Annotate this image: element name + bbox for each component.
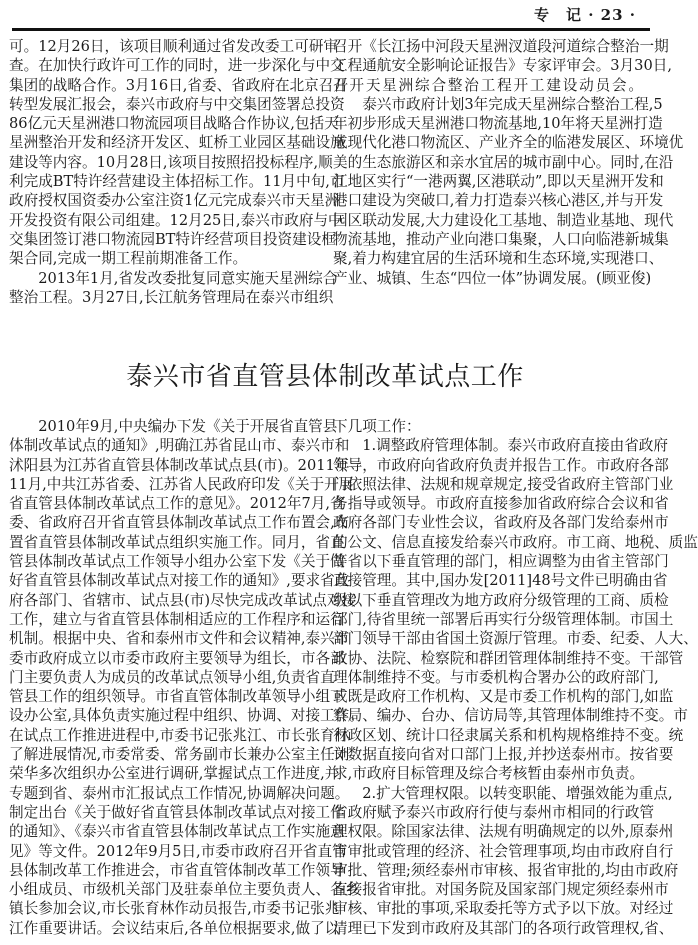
paragraph (333, 784, 679, 938)
paragraph (9, 37, 348, 269)
text-line: 建设等内容。10月28日,该项目按照招投标程序,顺 (9, 153, 333, 171)
text-line: 2.扩大管理权限。以转变职能、增强效能为重点, (362, 784, 673, 802)
text-line: 市审批或管理的经济、社会管理事项,均由市政府自行 (333, 842, 674, 860)
column-bottom-right (333, 417, 698, 938)
text-line: 审核、审批的事项,采取委托等方式予以下放。对经过 (333, 900, 674, 918)
text-line: 政府各部门专业性会议，省政府及各部门发给泰州市 (333, 514, 669, 532)
text-line: 行政区划、统计口径隶属关系和机构规格维持不变。统 (333, 726, 684, 744)
text-line: 小组成员、市级机关部门及驻泰单位主要负责人、各乡 (9, 881, 360, 899)
text-line: 产业、城镇、生态“四位一体”协调发展。(顾亚俊) (333, 269, 652, 287)
page-number: · 23 · (588, 6, 636, 24)
text-line: 门主要负责人为成员的改革试点领导小组,负责省直 (9, 668, 335, 686)
text-line: 政协、法院、检察院和群团管理体制维持不变。干部管 (333, 649, 684, 667)
text-line: 省政府赋予泰兴市政府行使与泰州市相同的行政管 (333, 803, 655, 821)
column-top-right (333, 37, 684, 288)
text-line: 江地区实行“一港两翼,区港联动”,即以天星洲开发和 (333, 173, 664, 191)
article-title: 泰兴市省直管县体制改革试点工作 (126, 362, 524, 392)
text-line: 委市政府成立以市委市政府主要领导为组长，市各部 (9, 649, 345, 667)
text-line: 计数据直接向省对口部门上报,并抄送泰州市。按省要 (333, 746, 674, 764)
text-line: 美的生态旅游区和亲水宜居的城市副中心。同时,在沿 (333, 153, 674, 171)
text-line: 部门领导干部由省国土资源厅管理。市委、纪委、人大、 (333, 630, 698, 648)
text-line: 2010年9月,中央编办下发《关于开展省直管县 (38, 418, 338, 435)
text-line: 架合同,完成一期工程前期准备工作。 (9, 250, 248, 268)
text-line: 审批、管理;须经泰州市审核、报省审批的,均由市政府 (333, 861, 679, 879)
text-line: 利完成BT特许经营建设主体招标工作。11月中旬,市 (9, 173, 345, 191)
text-line: 可。12月26日，该项目顺利通过省发改委工可研审 (9, 38, 339, 55)
text-line: 查。在加快行政许可工作的同时，进一步深化与中交 (9, 57, 345, 75)
text-line: 置省直管县体制改革试点组织实施工作。同月，省直 (9, 533, 345, 551)
text-line: 召开《长江扬中河段天星洲汊道段河道综合整治一期 (333, 38, 669, 55)
text-line: 政府授权国资委办公室注资1亿元完成泰兴市天星洲 (9, 192, 340, 210)
paragraph (333, 436, 698, 783)
text-line: 整治工程。3月27日,长江航务管理局在泰兴市组织 (9, 288, 334, 306)
column-top-left (9, 37, 348, 307)
text-line: 的通知》、《泰兴市省直管县体制改革试点工作实施意 (9, 823, 345, 841)
text-line: 开发投资有限公司组建。12月25日,泰兴市政府与中 (9, 211, 343, 229)
paragraph (9, 417, 364, 938)
text-line: 直接管理。其中,国办发[2011]48号文件已明确由省 (333, 572, 668, 590)
text-line: 或既是政府工作机构、又是市委工作机构的部门,如监 (333, 688, 674, 706)
text-line: 在试点工作推进进程中,市委书记张兆江、市长张育林 (9, 726, 350, 744)
text-line: 务指导或领导。市政府直接参加省政府综合会议和省 (333, 495, 669, 513)
column-bottom-left (9, 417, 364, 938)
text-line: 理权限。除国家法律、法规有明确规定的以外,原泰州 (333, 823, 674, 841)
text-line: 江作重要讲话。会议结束后,各单位根据要求,做了以 (9, 919, 340, 937)
text-line: 等省以下垂直管理的部门，相应调整为由省主管部门 (333, 553, 669, 571)
paragraph (9, 269, 338, 308)
text-line: 部门,待省里统一部署后再实行分级管理体制。市国土 (333, 610, 674, 628)
text-line: 设办公室,具体负责实施过程中组织、协调、对接工作。 (9, 707, 364, 725)
text-line: 11月,中共江苏省委、江苏省人民政府印发《关于开展 (9, 475, 354, 493)
text-line: 管县体制改革试点工作领导小组办公室下发《关于做 (9, 553, 345, 571)
text-line: 星洲整治开发和经济开发区、虹桥工业园区基础设施 (9, 134, 345, 152)
text-line: 了解进展情况,市委常委、常务副市长兼办公室主任刘 (9, 746, 350, 764)
text-line: 聚,着力构建宜居的生活环境和生态环境,实现港口、 (333, 250, 664, 268)
paragraph (333, 95, 684, 288)
section-name: 专 记 (533, 6, 582, 24)
text-line: 求,市政府目标管理及综合考核暂由泰州市负责。 (333, 765, 645, 783)
text-line: 体制改革试点的通知》,明确江苏省昆山市、泰兴市和 (9, 437, 350, 455)
text-line: 领导，市政府向省政府负责并报告工作。市政府各部 (333, 456, 669, 474)
text-line: 港口建设为突破口,着力打造泰兴核心港区,并与开发 (333, 192, 664, 210)
text-line: 见》等文件。2012年9月5日,市委市政府召开省直管 (9, 842, 347, 860)
text-line: 交集团签订港口物流园BT特许经营项目投资建设框 (9, 230, 336, 248)
text-line: 机制。根据中央、省和泰州市文件和会议精神,泰兴市 (9, 630, 350, 648)
text-line: 工程通航安全影响论证报告》专家评审会。3月30日, (333, 57, 672, 75)
text-line: 级以下垂直管理改为地方政府分级管理的工商、质检 (333, 591, 669, 609)
running-header (534, 4, 636, 25)
text-line: 下几项工作： (333, 418, 421, 435)
text-line: 理体制维持不变。与市委机构合署办公的政府部门, (333, 668, 659, 686)
text-line: 物流基地，推动产业向港口集聚，人口向临港新城集 (333, 230, 669, 248)
text-line: 2013年1月,省发改委批复同意实施天星洲综合 (38, 269, 338, 287)
text-line: 清理已下发到市政府及其部门的各项行政管理权,省、 (333, 919, 674, 937)
header-rule (12, 28, 650, 31)
text-line: 成现代化港口物流区、产业齐全的临港发展区、环境优 (333, 134, 684, 152)
text-line: 86亿元天星洲港口物流园项目战略合作协议,包括天 (9, 115, 339, 133)
text-line: 园区联动发展,大力建设化工基地、制造业基地、现代 (333, 211, 674, 229)
text-line: 府各部门、省辖市、试点县(市)尽快完成改革试点对接 (9, 591, 357, 609)
text-line: 直接报省审批。对国务院及国家部门规定须经泰州市 (333, 881, 669, 899)
paragraph (333, 37, 672, 95)
text-line: 专题到省、泰州市汇报试点工作情况,协调解决问题。 (9, 784, 350, 802)
text-line: 转型发展汇报会，泰兴市政府与中交集团签署总投资 (9, 95, 345, 113)
text-line: 工作，建立与省直管县体制相适应的工作程序和运行 (9, 610, 345, 628)
paragraph (333, 417, 643, 436)
text-line: 荣华多次组织办公室进行调研,掌握试点工作进度,并 (9, 765, 340, 783)
text-line: 管县工作的组织领导。市省直管体制改革领导小组下 (9, 688, 345, 706)
text-line: 的公文、信息直接发给泰兴市政府。市工商、地税、质监 (333, 533, 698, 551)
text-line: 年初步形成天星洲港口物流基地,10年将天星洲打造 (333, 115, 663, 133)
text-line: 委、省政府召开省直管县体制改革试点工作布置会,布 (9, 514, 350, 532)
text-line: 泰兴市政府计划3年完成天星洲综合整治工程,5 (362, 95, 663, 113)
text-line: 察局、编办、台办、信访局等,其管理体制维持不变。市 (333, 707, 688, 725)
text-line: 沭阳县为江苏省直管县体制改革试点县(市)。2011年 (9, 456, 350, 474)
text-line: 县体制改革工作推进会，市省直管体制改革工作领导 (9, 861, 345, 879)
text-line: 1.调整政府管理体制。泰兴市政府直接由省政府 (362, 437, 668, 455)
text-line: 制定出台《关于做好省直管县体制改革试点对接工作 (9, 803, 345, 821)
text-line: 镇长参加会议,市长张育林作动员报告,市委书记张兆 (9, 900, 340, 918)
text-line: 门依照法律、法规和规章规定,接受省政府主管部门业 (333, 475, 674, 493)
text-line: 召开天星洲综合整治工程开工建设动员会。 (333, 76, 643, 94)
text-line: 集团的战略合作。3月16日,省委、省政府在北京召开 (9, 76, 348, 94)
text-line: 省直管县体制改革试点工作的意见》。2012年7月,省 (9, 495, 345, 513)
text-line: 好省直管县体制改革试点对接工作的通知》,要求省政 (9, 572, 350, 590)
